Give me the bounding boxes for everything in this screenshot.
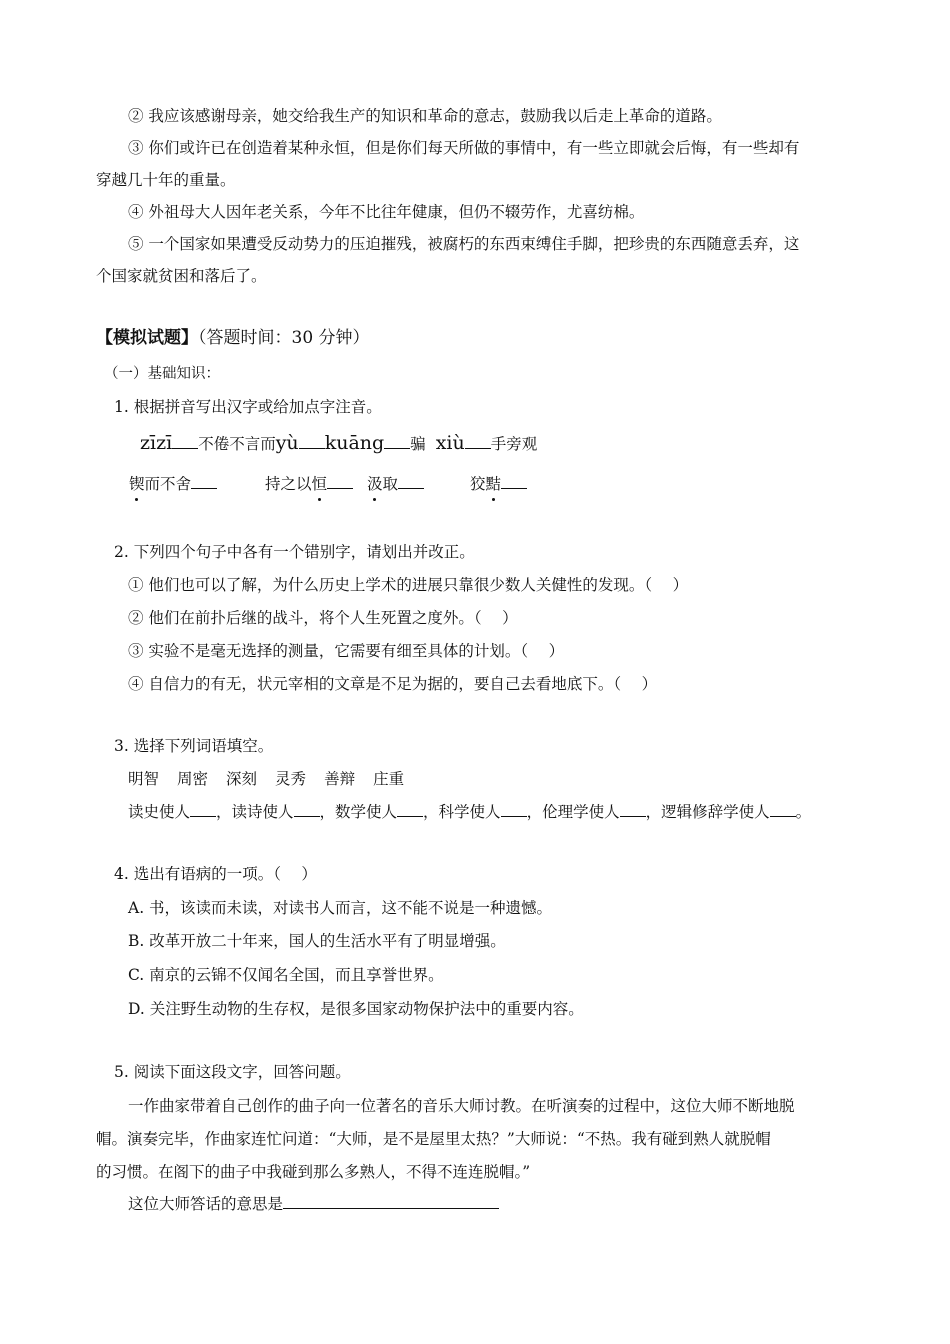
q1-dotted-item [470,474,527,494]
answer-blank[interactable] [327,474,353,489]
q1-word-text: 骗 [410,435,426,453]
q3-word: 深刻 [226,770,258,788]
q2-item: ② 他们在前扑后继的战斗，将个人生死置之度外。（ ） [128,609,518,627]
q4-option-a: A. 书，该读而未读，对读书人而言，这不能不说是一种遗憾。 [128,899,553,917]
q1-dotted-item [367,474,424,494]
q5-question [128,1194,499,1214]
q4-option-b: B. 改革开放二十年来，国人的生活水平有了明显增强。 [128,932,506,950]
q4-option-c: C. 南京的云锦不仅闻名全国，而且享誉世界。 [128,966,444,984]
answer-blank[interactable] [501,474,527,489]
answer-blank[interactable] [397,802,423,817]
pinyin: zīzī [140,432,173,454]
answer-blank[interactable] [620,802,646,817]
q3-fill-text: ，逻辑修辞学使人 [645,803,770,821]
section-time: （答题时间：30 分钟） [198,328,370,348]
q1-dotted-item [265,474,353,494]
q3-word: 灵秀 [275,770,307,788]
q2-prompt: 2. 下列四个句子中各有一个错别字，请划出并改正。 [114,543,475,561]
q3-fill-text: ，读诗使人 [216,803,294,821]
q3-word: 明智 [128,770,160,788]
answer-line[interactable] [283,1194,499,1209]
answer-blank[interactable] [384,434,410,449]
q1-prompt: 1. 根据拼音写出汉字或给加点字注音。 [114,398,382,416]
dotted-char: 锲 [129,475,145,493]
q4-prompt: 4. 选出有语病的一项。（ ） [114,865,317,883]
answer-blank[interactable] [190,802,216,817]
q3-fill-text: ，伦理学使人 [526,803,620,821]
q1-word-text: 狡 [470,475,486,493]
q2-item: ③ 实验不是毫无选择的测量，它需要有细至具体的计划。（ ） [128,642,565,660]
intro-sentence-4: ④ 外祖母大人因年老关系，今年不比往年健康，但仍不辍劳作，尤喜纺棉。 [128,203,645,221]
answer-blank[interactable] [465,434,491,449]
answer-blank[interactable] [501,802,527,817]
intro-sentence-5: ⑤ 一个国家如果遭受反动势力的压迫摧残，被腐朽的东西束缚住手脚，把珍贵的东西随意丢弃，这 [128,235,800,253]
dotted-char: 汲 [367,475,383,493]
pinyin: kuāng [324,432,385,454]
pinyin: yù [275,432,299,454]
q3-fill-text: ，科学使人 [423,803,501,821]
q2-item: ④ 自信力的有无，状元宰相的文章是不足为据的，要自己去看地底下。（ ） [128,675,658,693]
answer-blank[interactable] [299,434,325,449]
q5-passage-line: 的习惯。在阁下的曲子中我碰到那么多熟人，不得不连连脱帽。” [96,1163,531,1181]
answer-blank[interactable] [172,434,198,449]
q4-option-d: D. 关注野生动物的生存权，是很多国家动物保护法中的重要内容。 [128,1000,584,1018]
q1-dotted-item [129,474,217,494]
intro-sentence-3-cont: 穿越几十年的重量。 [96,171,236,189]
q1-word-text: 取 [382,475,399,493]
pinyin: xiù [435,432,465,454]
intro-sentence-2: ② 我应该感谢母亲，她交给我生产的知识和革命的意志，鼓励我以后走上革命的道路。 [128,107,722,125]
q1-pinyin-line [140,432,537,455]
q5-passage-line: 一作曲家带着自己创作的曲子向一位著名的音乐大师讨教。在听演奏的过程中，这位大师不断地脱 [128,1097,795,1115]
q5-passage-line: 帽。演奏完毕，作曲家连忙问道：“大师，是不是屋里太热？”大师说：“不热。我有碰到熟人就脱帽 [96,1130,771,1148]
q3-word: 庄重 [373,770,405,788]
q3-fill-text: 。 [795,803,812,821]
q3-word: 周密 [177,770,209,788]
q3-word: 善辩 [324,770,356,788]
q1-word-text: 持之以 [265,475,312,493]
dotted-char: 黠 [485,475,502,493]
dotted-char: 恒 [311,475,328,493]
q3-word-list [128,769,404,789]
q3-prompt: 3. 选择下列词语填空。 [114,737,274,755]
q5-prompt: 5. 阅读下面这段文字，回答问题。 [114,1063,351,1081]
answer-blank[interactable] [294,802,320,817]
q2-item: ① 他们也可以了解，为什么历史上学术的进展只靠很少数人关健性的发现。（ ） [128,576,689,594]
intro-sentence-5-cont: 个国家就贫困和落后了。 [96,267,267,285]
answer-blank[interactable] [770,802,796,817]
section-title: 【模拟试题】 [96,328,198,348]
q3-fill-text: 读史使人 [128,803,191,821]
q3-fill-text: ，数学使人 [319,803,398,821]
section-header [96,328,370,348]
q1-word-text: 不倦不言而 [198,435,276,453]
q3-fill-line [128,802,811,822]
answer-blank[interactable] [398,474,424,489]
intro-sentence-3: ③ 你们或许已在创造着某种永恒，但是你们每天所做的事情中，有一些立即就会后悔，有一些却有 [128,139,800,157]
q1-word-text: 手旁观 [490,435,538,453]
q1-word-text: 而不舍 [144,475,192,493]
q5-question-text: 这位大师答话的意思是 [128,1195,284,1213]
part-label: （一）基础知识： [104,366,220,382]
answer-blank[interactable] [191,474,217,489]
